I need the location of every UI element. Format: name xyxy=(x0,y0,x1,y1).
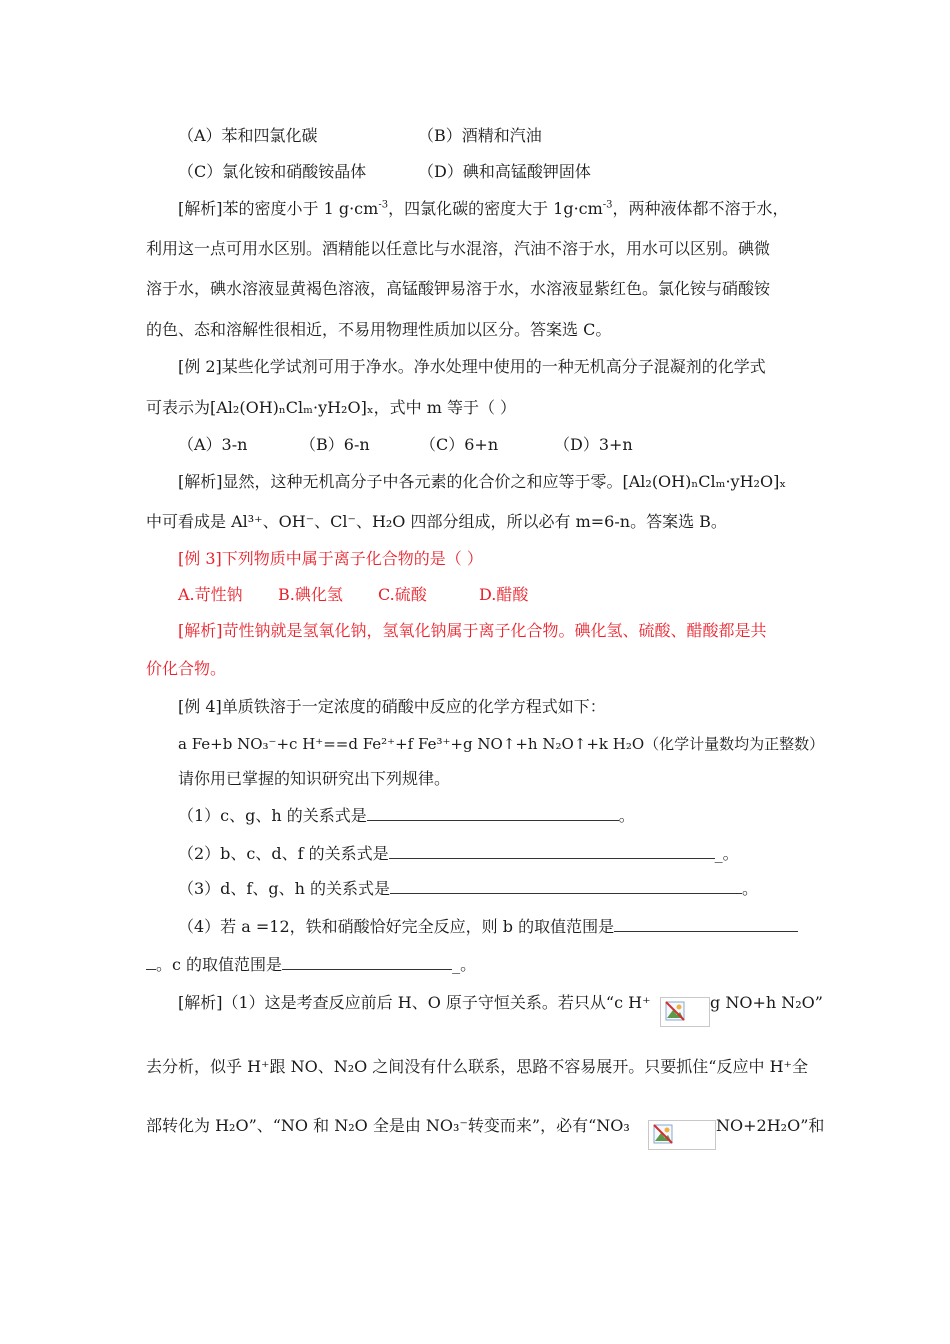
ex2-analysis-line1: [解析]显然，这种无机高分子中各元素的化合价之和应等于零。[Al₂(OH)ₙClₘ·yH₂O]ₓ xyxy=(178,472,787,491)
answer-blank-4-cont[interactable] xyxy=(146,955,156,970)
ex4-analysis-line2: 去分析，似乎 H⁺跟 NO、N₂O 之间没有什么联系，思路不容易展开。只要抓住“反应中 H⁺全 xyxy=(146,1057,808,1076)
ex1-option-d: （D）碘和高锰酸钾固体 xyxy=(418,162,591,181)
ex3-question: [例 3]下列物质中属于离子化合物的是（ ） xyxy=(178,549,483,568)
ex1-analysis-line2: 利用这一点可用水区别。酒精能以任意比与水混溶，汽油不溶于水，用水可以区别。碘微 xyxy=(146,239,771,258)
ex1-option-c: （C）氯化铵和硝酸铵晶体 xyxy=(178,162,367,181)
ex2-option-c: （C）6+n xyxy=(420,435,499,454)
ex2-option-d: （D）3+n xyxy=(554,435,633,454)
answer-blank-3[interactable] xyxy=(390,879,742,894)
ex2-question-line2: 可表示为[Al₂(OH)ₙClₘ·yH₂O]ₓ，式中 m 等于（ ） xyxy=(146,398,517,417)
ex1-analysis-line4: 的色、态和溶解性很相近，不易用物理性质加以区分。答案选 C。 xyxy=(146,320,612,339)
ex3-option-d: D.醋酸 xyxy=(479,585,529,604)
ex3-analysis-line2: 价化合物。 xyxy=(146,659,227,678)
broken-image-placeholder xyxy=(660,997,710,1027)
ex4-analysis-line3a: 部转化为 H₂O”、“NO 和 N₂O 全是由 NO₃⁻转变而来”，必有“NO₃ xyxy=(146,1116,630,1135)
ex3-option-a: A.苛性钠 xyxy=(178,585,243,604)
ex4-intro: 请你用已掌握的知识研究出下列规律。 xyxy=(178,769,451,788)
ex1-option-b: （B）酒精和汽油 xyxy=(418,126,542,145)
ex4-analysis-line1a: [解析]（1）这是考查反应前后 H、O 原子守恒关系。若只从“c H⁺ xyxy=(178,993,651,1012)
ex2-analysis-line2: 中可看成是 Al³⁺、OH⁻、Cl⁻、H₂O 四部分组成，所以必有 m=6-n。答案选 B。 xyxy=(146,512,727,531)
ex4-analysis-line1b: g NO+h N₂O” xyxy=(710,993,823,1012)
broken-image-icon xyxy=(653,1124,673,1144)
broken-image-placeholder-2 xyxy=(648,1120,716,1150)
ex3-analysis-line1: [解析]苛性钠就是氢氧化钠，氢氧化钠属于离子化合物。碘化氢、硫酸、醋酸都是共 xyxy=(178,621,767,640)
ex4-part4-line2: 。c 的取值范围是 _。 xyxy=(146,955,476,975)
ex3-option-c: C.硫酸 xyxy=(378,585,427,604)
answer-blank-2[interactable] xyxy=(389,844,715,859)
ex4-question: [例 4]单质铁溶于一定浓度的硝酸中反应的化学方程式如下： xyxy=(178,697,606,716)
answer-blank-1[interactable] xyxy=(367,806,619,821)
ex2-option-a: （A）3-n xyxy=(178,435,248,454)
ex2-option-b: （B）6-n xyxy=(300,435,370,454)
answer-blank-5[interactable] xyxy=(282,955,452,970)
ex1-analysis-line1: [解析]苯的密度小于 1 $g\cdot cm^{-3}$，四氯化碳的密度大于 $1g\cdot cm^{-3}$，两种液体都不溶于水， xyxy=(178,199,789,218)
broken-image-icon xyxy=(665,1001,685,1021)
ex1-analysis-line3: 溶于水，碘水溶液显黄褐色溶液，高锰酸钾易溶于水，水溶液显紫红色。氯化铵与硝酸铵 xyxy=(146,279,771,298)
ex4-part1: （1）c、g、h 的关系式是 。 xyxy=(178,806,635,825)
ex4-part2: （2）b、c、d、f 的关系式是 _。 xyxy=(178,844,739,863)
ex2-question-line1: [例 2]某些化学试剂可用于净水。净水处理中使用的一种无机高分子混凝剂的化学式 xyxy=(178,357,766,376)
ex4-part3: （3）d、f、g、h 的关系式是 。 xyxy=(178,879,758,898)
ex3-option-b: B.碘化氢 xyxy=(278,585,343,604)
ex4-equation: a Fe+b NO₃⁻+c H⁺==d Fe²⁺+f Fe³⁺+g NO↑+h N₂O↑+k H₂O（化学计量数均为正整数） xyxy=(178,735,825,753)
ex4-analysis-line3b: NO+2H₂O”和 xyxy=(716,1116,825,1135)
ex1-option-a: （A）苯和四氯化碳 xyxy=(178,126,318,145)
answer-blank-4[interactable] xyxy=(614,917,798,932)
ex4-part4-line1: （4）若 a =12，铁和硝酸恰好完全反应，则 b 的取值范围是 xyxy=(178,917,798,937)
